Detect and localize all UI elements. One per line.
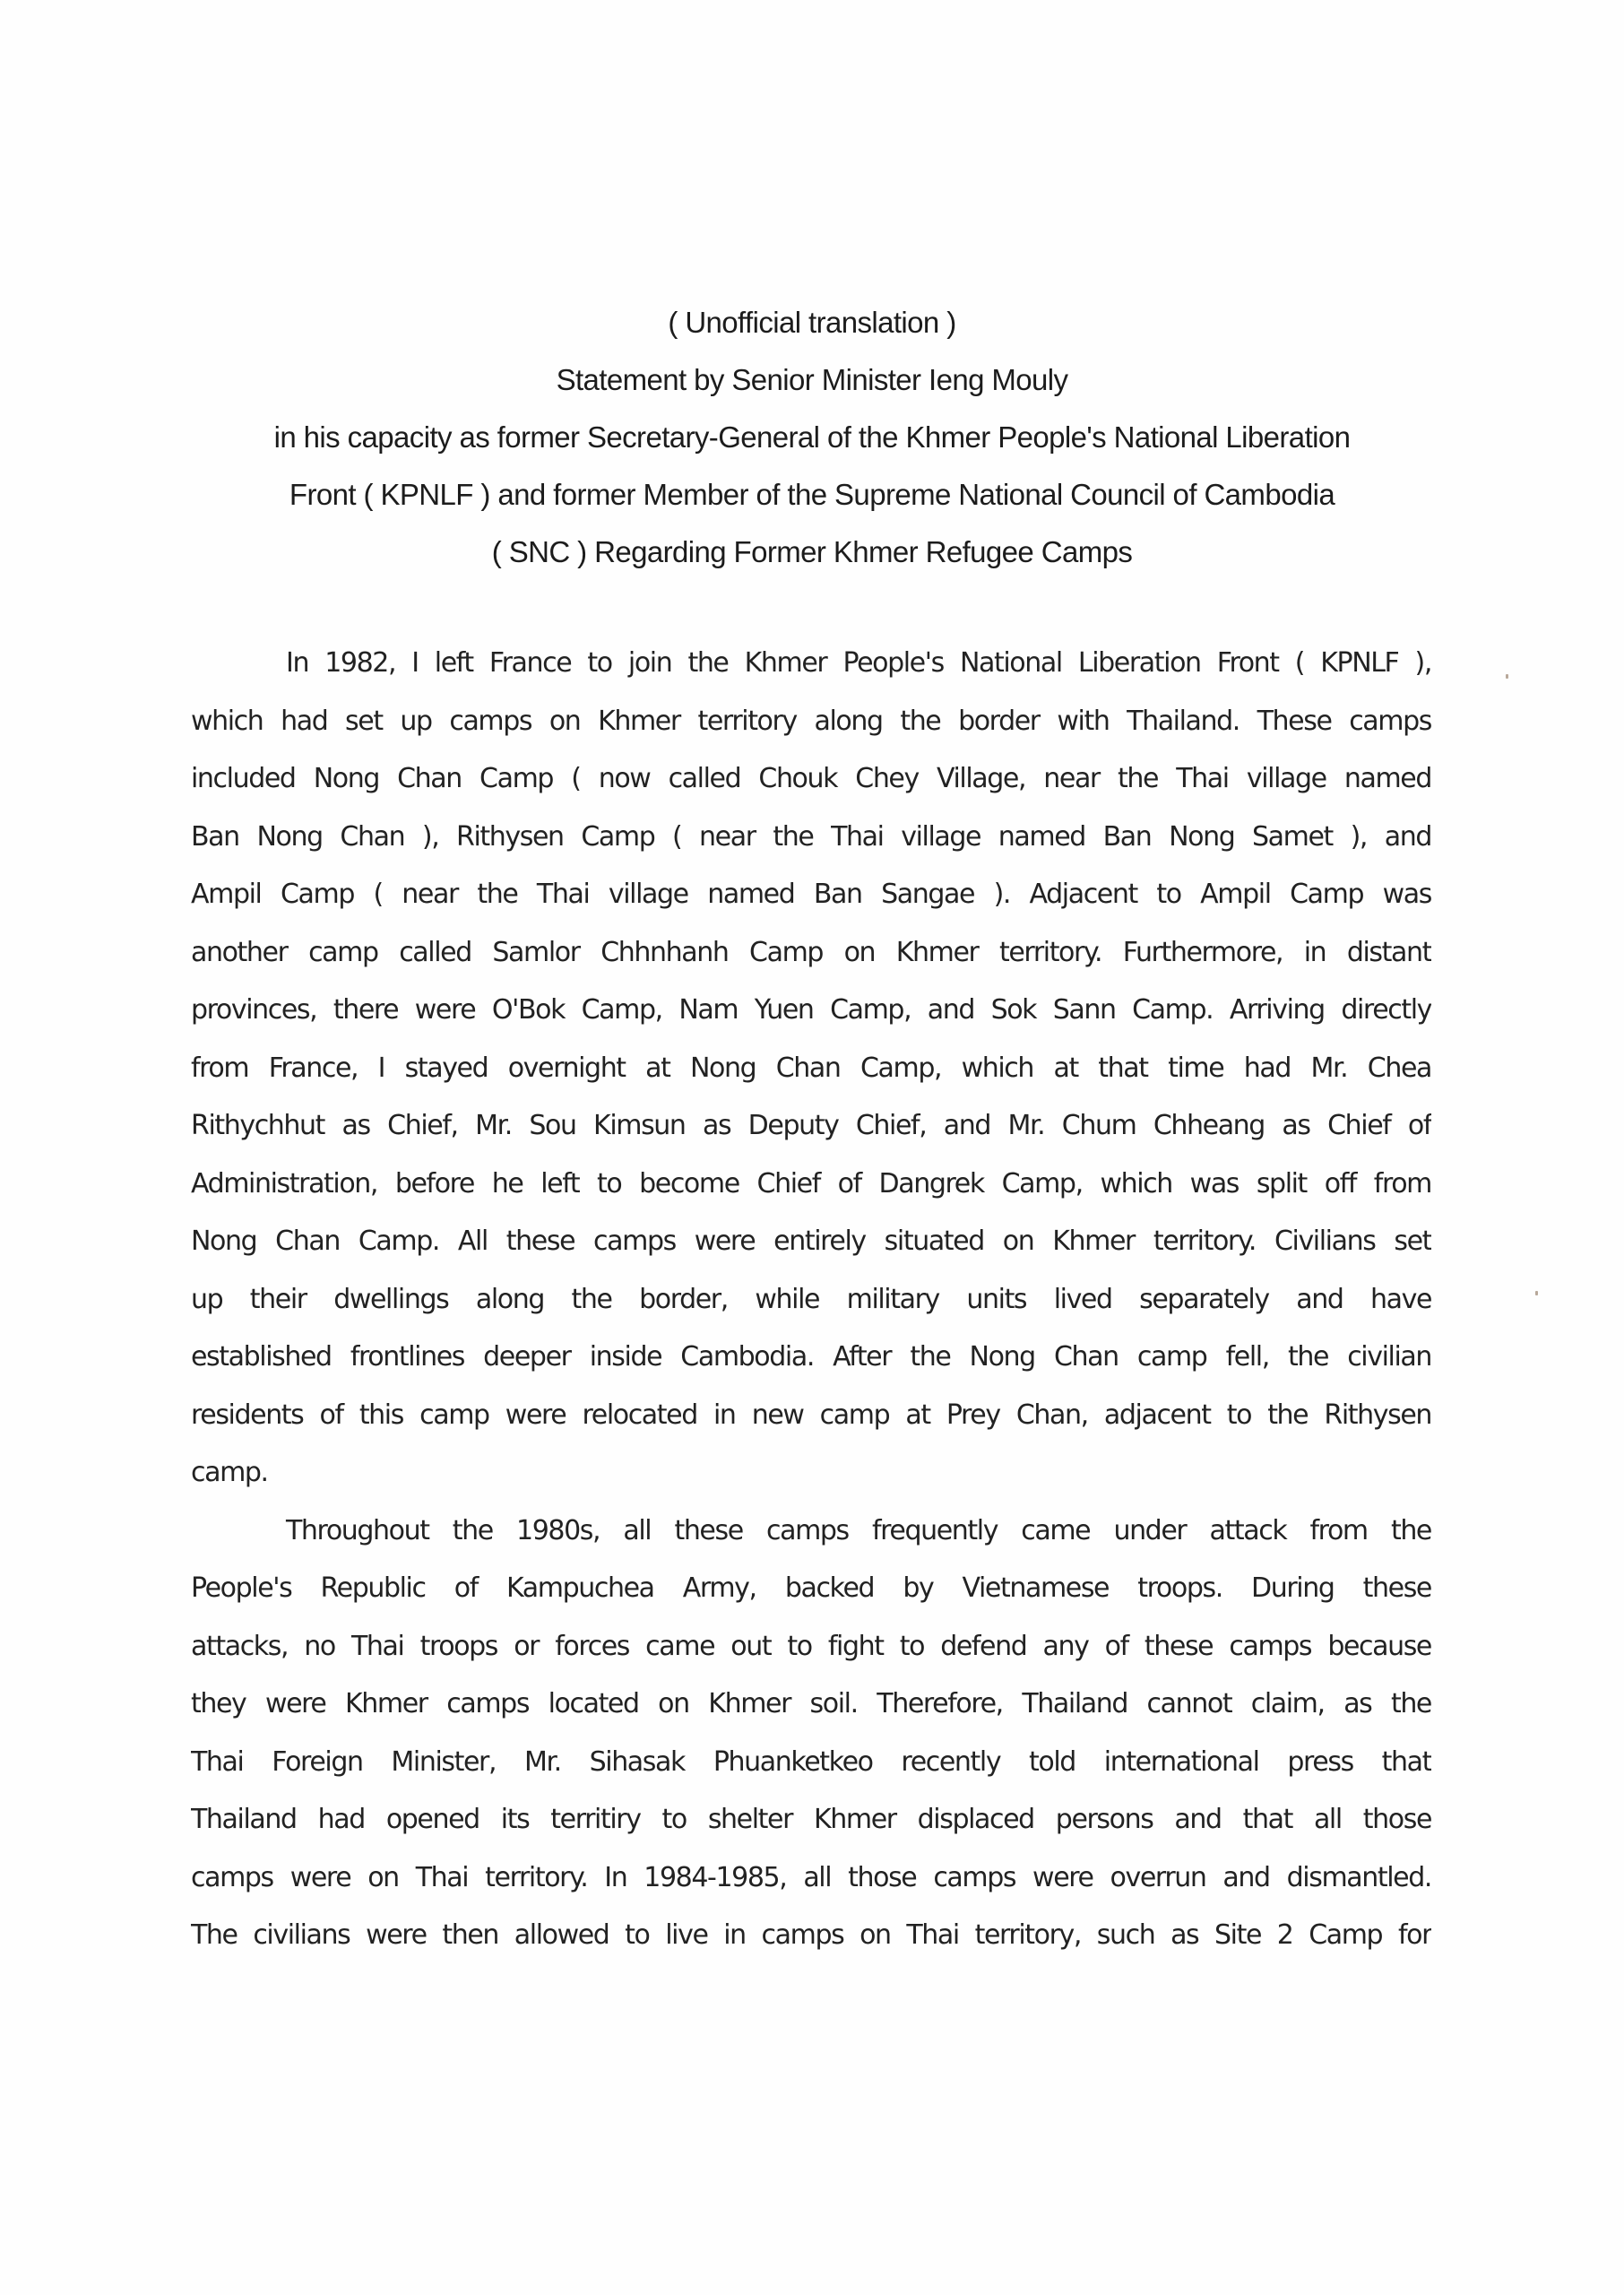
text-line: camp. xyxy=(191,1457,268,1488)
paragraph-1 xyxy=(191,635,1431,1503)
text-line: another camp called Samlor Chhnhanh Camp on Khmer territory. Furthermore, in distant xyxy=(191,936,1431,968)
scan-speck xyxy=(1506,674,1508,679)
text-line: camps were on Thai territory. In 1984-1985, all those camps were overrun and dismantled. xyxy=(191,1861,1431,1893)
text-line: they were Khmer camps located on Khmer soil. Therefore, Thailand cannot claim, as the xyxy=(191,1688,1431,1719)
document-body xyxy=(191,635,1431,1965)
heading-subtitle-line: in his capacity as former Secretary-General of the Khmer People's National Liberation xyxy=(273,420,1351,454)
scan-speck xyxy=(1535,1291,1538,1295)
heading-subtitle-line: ( SNC ) Regarding Former Khmer Refugee Camps xyxy=(491,535,1133,568)
text-line: The civilians were then allowed to live in camps on Thai territory, such as Site 2 Camp for xyxy=(191,1919,1431,1951)
text-line: Nong Chan Camp. All these camps were entirely situated on Khmer territory. Civilians set xyxy=(191,1225,1431,1257)
text-line: up their dwellings along the border, while military units lived separately and have xyxy=(191,1283,1431,1315)
text-line: included Nong Chan Camp ( now called Chouk Chey Village, near the Thai village named xyxy=(191,763,1431,794)
text-line: Thai Foreign Minister, Mr. Sihasak Phuanketkeo recently told international press that xyxy=(191,1745,1431,1778)
text-line: from France, I stayed overnight at Nong Chan Camp, which at that time had Mr. Chea xyxy=(191,1052,1431,1084)
text-line: Administration, before he left to become Chief of Dangrek Camp, which was split off from xyxy=(191,1167,1431,1199)
heading-title: Statement by Senior Minister Ieng Mouly xyxy=(556,363,1068,396)
paragraph-2 xyxy=(191,1503,1431,1965)
text-line: In 1982, I left France to join the Khmer People's National Liberation Front ( KPNLF ), xyxy=(286,647,1431,679)
text-line: Ban Nong Chan ), Rithysen Camp ( near the Thai village named Ban Nong Samet ), and xyxy=(191,820,1431,853)
text-line: attacks, no Thai troops or forces came out to fight to defend any of these camps because xyxy=(191,1630,1431,1662)
text-line: which had set up camps on Khmer territory along the border with Thailand. These camps xyxy=(191,705,1431,737)
text-line: residents of this camp were relocated in new camp at Prey Chan, adjacent to the Rithysen xyxy=(191,1399,1431,1431)
text-line: Throughout the 1980s, all these camps frequently came under attack from the xyxy=(286,1514,1431,1546)
document-heading xyxy=(179,294,1445,581)
text-line: Ampil Camp ( near the Thai village named Ban Sangae ). Adjacent to Ampil Camp was xyxy=(191,879,1431,910)
text-line: Rithychhut as Chief, Mr. Sou Kimsun as Deputy Chief, and Mr. Chum Chheang as Chief of xyxy=(191,1110,1431,1141)
text-line: Thailand had opened its territiry to shelter Khmer displaced persons and that all those xyxy=(191,1804,1431,1835)
heading-subtitle-line: Front ( KPNLF ) and former Member of the Supreme National Council of Cambodia xyxy=(289,478,1335,511)
heading-translation-note: ( Unofficial translation ) xyxy=(668,306,956,339)
text-line: established frontlines deeper inside Cambodia. After the Nong Chan camp fell, the civilian xyxy=(191,1341,1431,1373)
text-line: provinces, there were O'Bok Camp, Nam Yuen Camp, and Sok Sann Camp. Arriving directly xyxy=(191,994,1431,1026)
text-line: People's Republic of Kampuchea Army, backed by Vietnamese troops. During these xyxy=(191,1572,1431,1604)
